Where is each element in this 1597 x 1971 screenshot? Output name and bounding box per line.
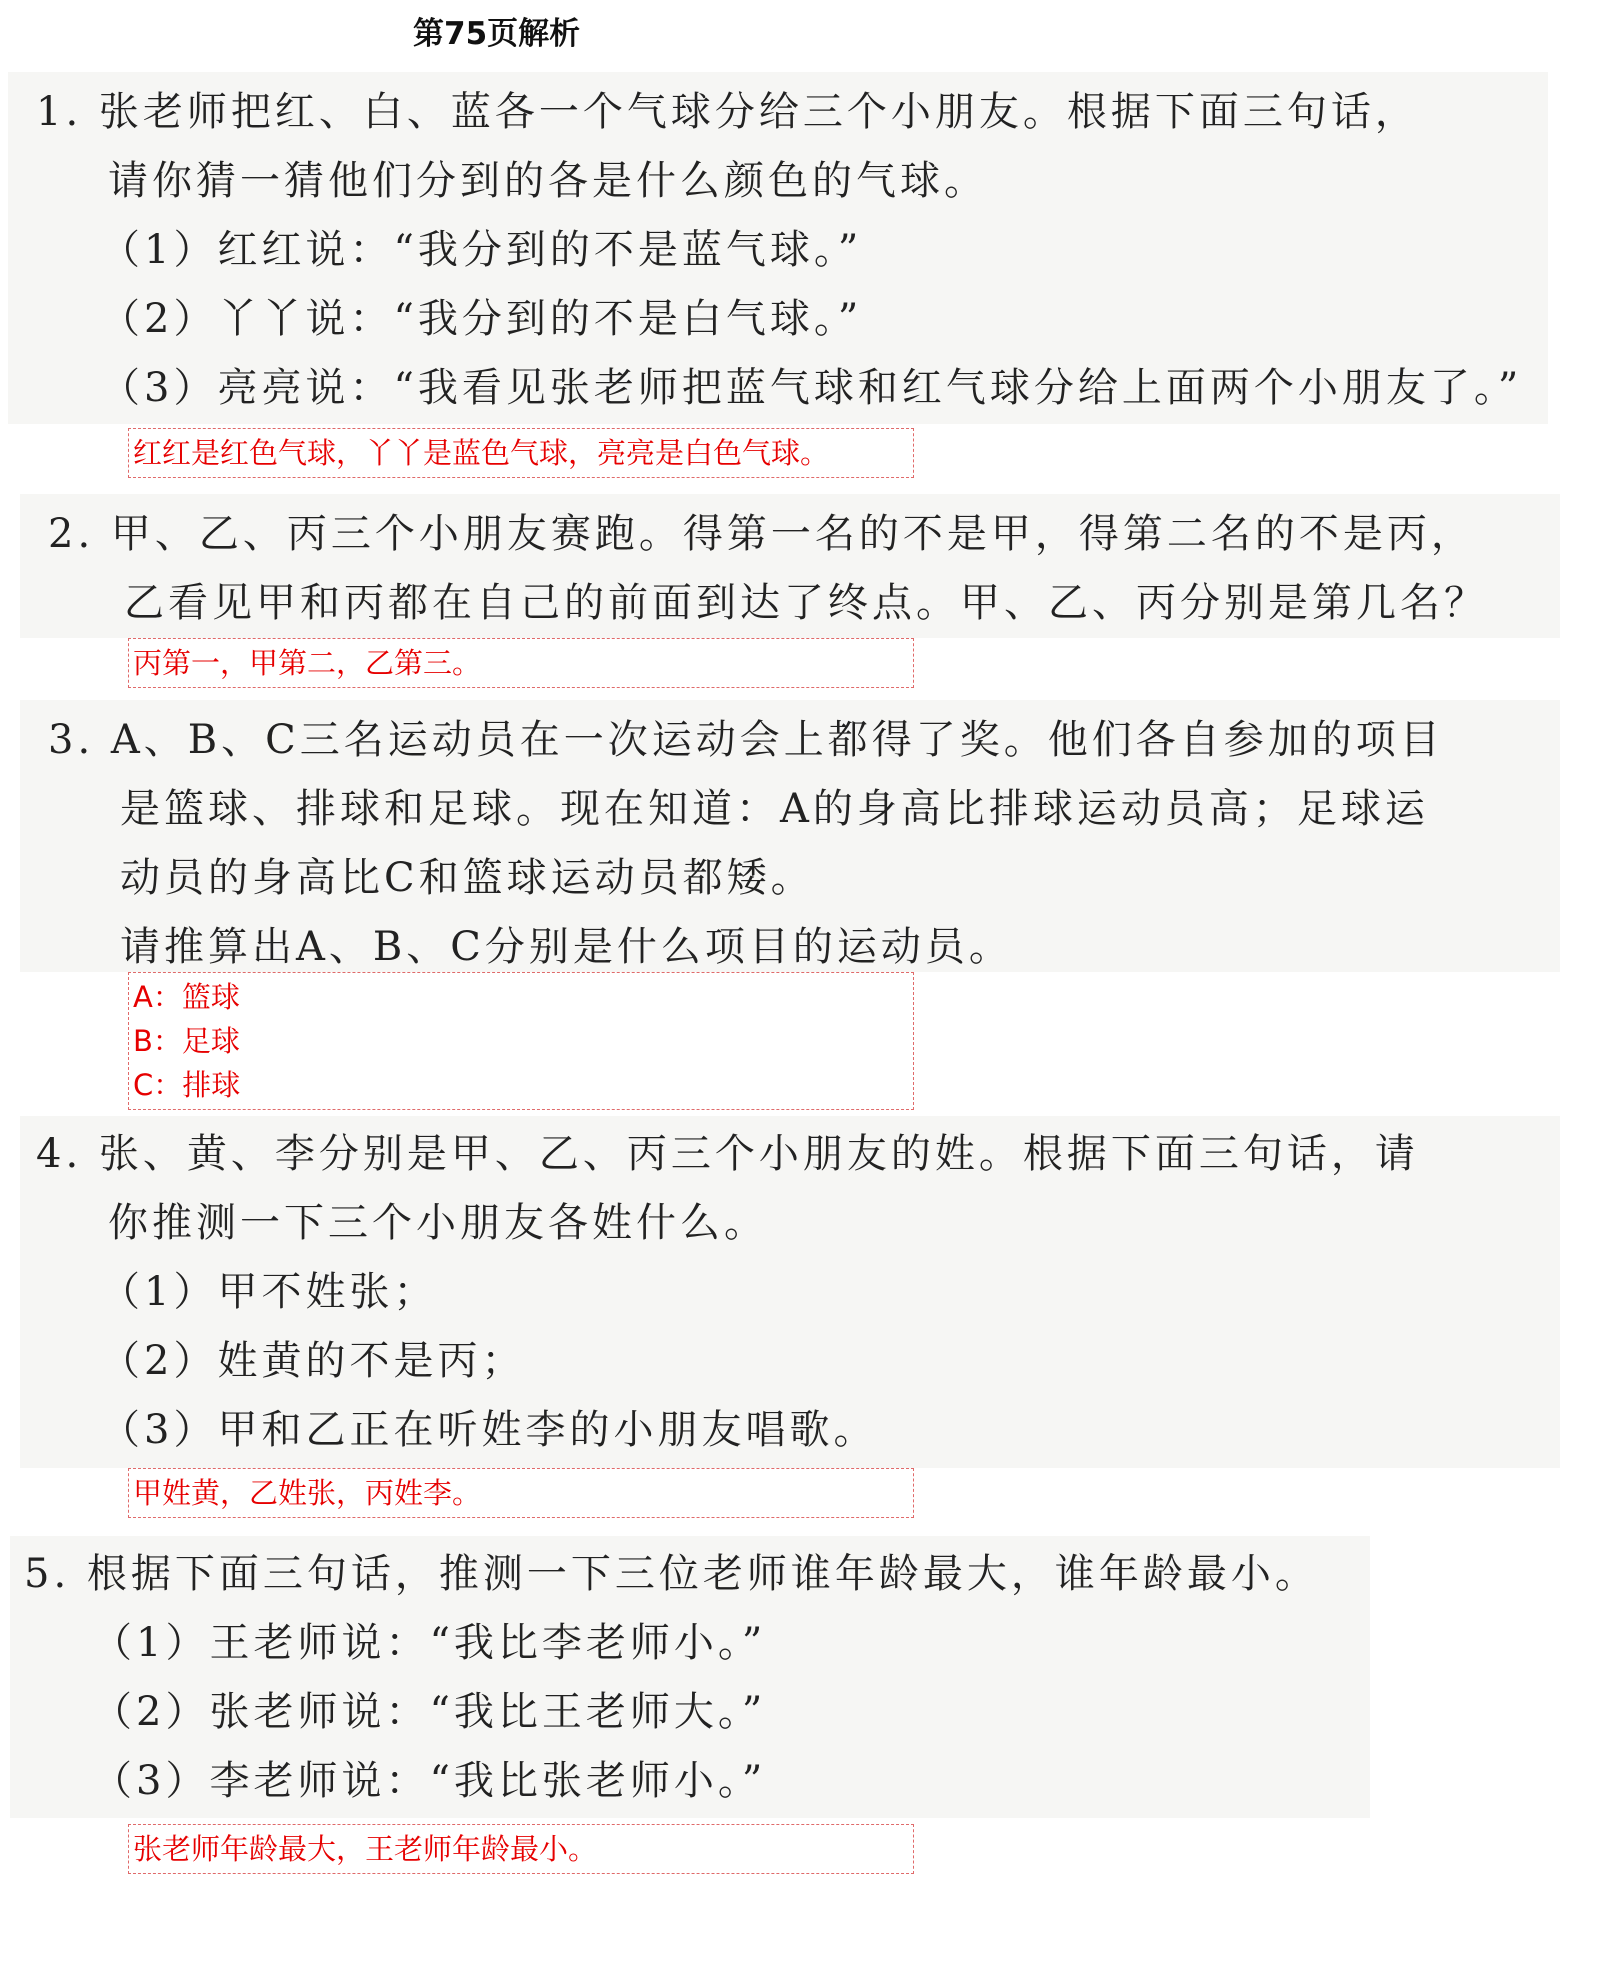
question-4-line: 4. 张、黄、李分别是甲、乙、丙三个小朋友的姓。根据下面三句话，请 — [36, 1131, 1419, 1177]
question-5-line: （3）李老师说：“我比张老师小。” — [92, 1758, 767, 1804]
question-2-line: 乙看见甲和丙都在自己的前面到达了终点。甲、乙、丙分别是第几名？ — [124, 580, 1488, 626]
answer-text: 红红是红色气球，丫丫是蓝色气球，亮亮是白色气球。 — [133, 436, 830, 470]
question-3-line: 请推算出A、B、C分别是什么项目的运动员。 — [120, 924, 1013, 970]
question-1-line: 1. 张老师把红、白、蓝各一个气球分给三个小朋友。根据下面三句话， — [36, 89, 1419, 135]
answer-text: C：排球 — [133, 1068, 241, 1102]
question-1-line: （1）红红说：“我分到的不是蓝气球。” — [100, 227, 863, 273]
question-5-line: （2）张老师说：“我比王老师大。” — [92, 1689, 767, 1735]
question-2-line: 2. 甲、乙、丙三个小朋友赛跑。得第一名的不是甲，得第二名的不是丙， — [48, 511, 1475, 557]
question-4-line: （3）甲和乙正在听姓李的小朋友唱歌。 — [100, 1407, 878, 1453]
question-3-line: 是篮球、排球和足球。现在知道：A的身高比排球运动员高；足球运 — [120, 786, 1429, 832]
answer-box-3 — [128, 972, 914, 1110]
question-1-line: （2）丫丫说：“我分到的不是白气球。” — [100, 296, 863, 342]
answer-text: B：足球 — [133, 1024, 240, 1058]
question-5-line: 5. 根据下面三句话，推测一下三位老师谁年龄最大，谁年龄最小。 — [24, 1551, 1319, 1597]
answer-text: 甲姓黄，乙姓张，丙姓李。 — [133, 1476, 482, 1510]
page-title: 第75页解析 — [413, 16, 581, 52]
answer-text: 张老师年龄最大，王老师年龄最小。 — [133, 1832, 598, 1866]
answer-box-5 — [128, 1824, 914, 1874]
question-4-line: 你推测一下三个小朋友各姓什么。 — [108, 1200, 768, 1246]
answer-box-1 — [128, 428, 914, 478]
question-3-line: 3. A、B、C三名运动员在一次运动会上都得了奖。他们各自参加的项目 — [48, 717, 1444, 763]
question-5-line: （1）王老师说：“我比李老师小。” — [92, 1620, 767, 1666]
answer-text: 丙第一，甲第二，乙第三。 — [133, 646, 482, 680]
question-1-line: （3）亮亮说：“我看见张老师把蓝气球和红气球分给上面两个小朋友了。” — [100, 365, 1523, 411]
answer-text: A：篮球 — [133, 980, 240, 1014]
question-4-line: （2）姓黄的不是丙； — [100, 1338, 526, 1384]
question-4-line: （1）甲不姓张； — [100, 1269, 438, 1315]
question-3-line: 动员的身高比C和篮球运动员都矮。 — [120, 855, 815, 901]
answer-box-4 — [128, 1468, 914, 1518]
question-1-line: 请你猜一猜他们分到的各是什么颜色的气球。 — [108, 158, 988, 204]
answer-box-2 — [128, 638, 914, 688]
